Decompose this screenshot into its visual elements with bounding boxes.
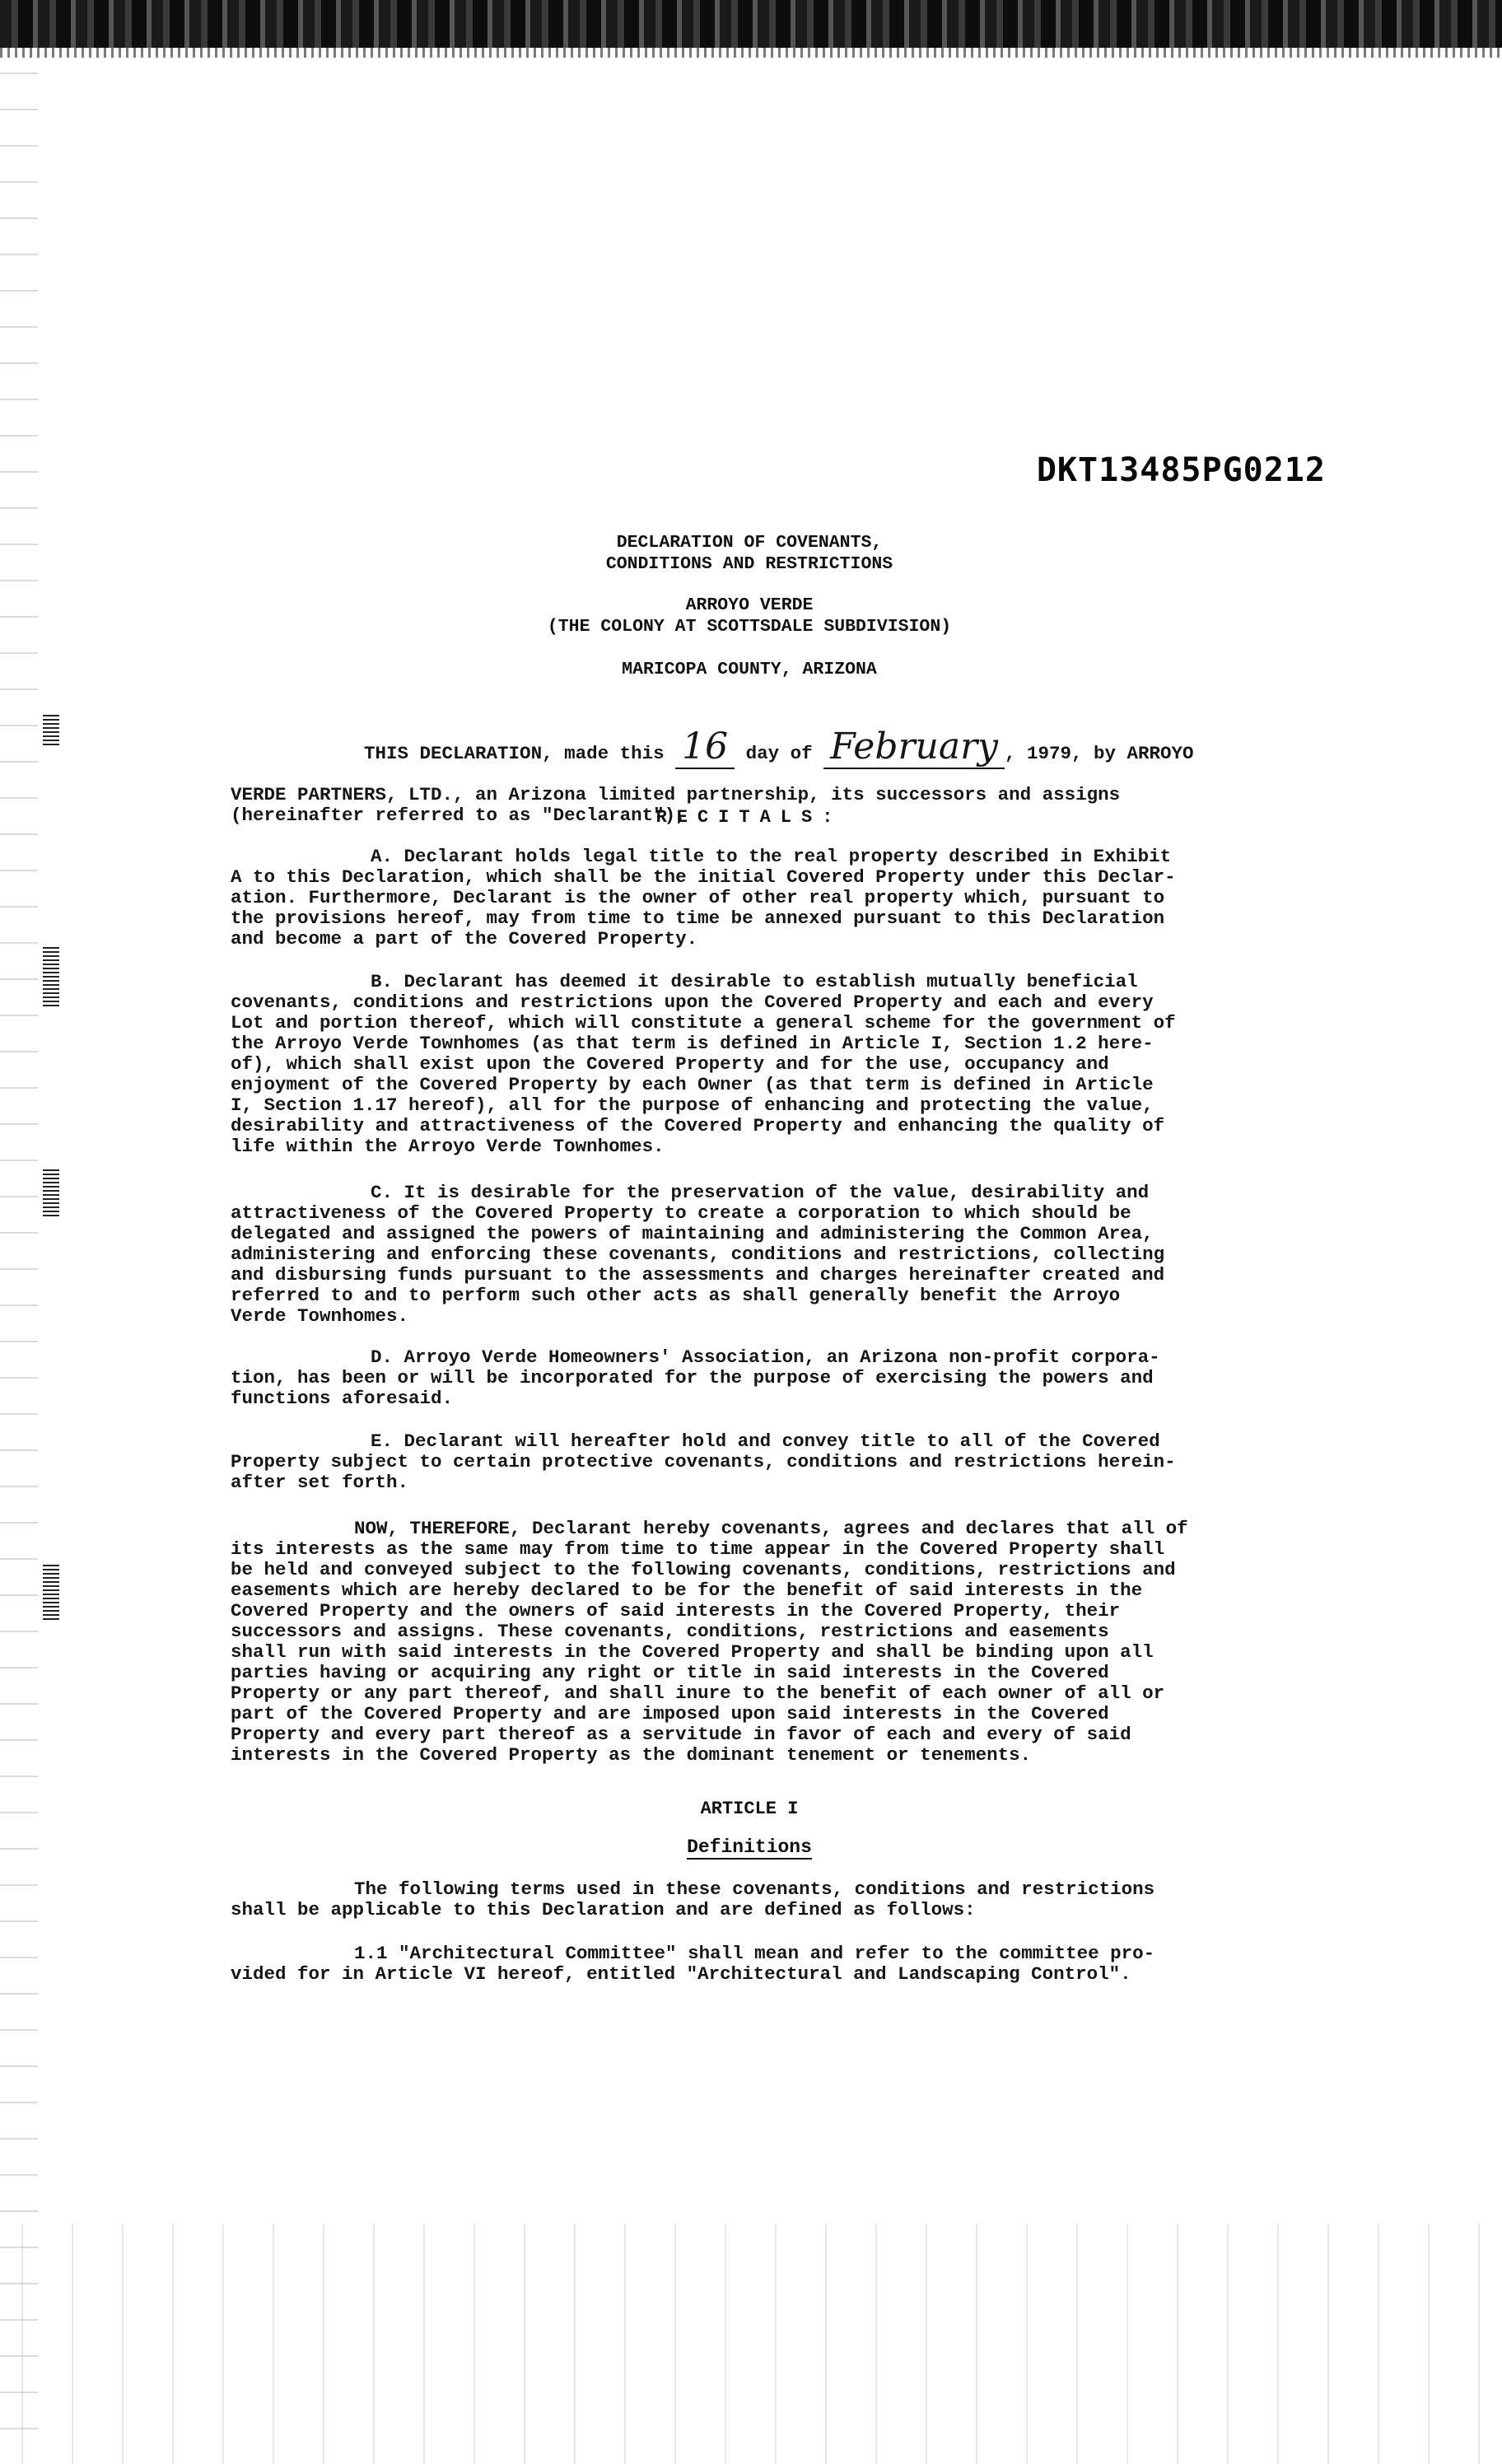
definition-1-1: 1.1 "Architectural Committee" shall mean and refer to the committee pro- vided for in Article VI hereof, entitled "Architectural and Landscaping Control". bbox=[231, 1943, 1155, 1985]
definitions-heading bbox=[0, 1836, 1499, 1858]
subdivision-title bbox=[0, 595, 1499, 637]
title-line: CONDITIONS AND RESTRICTIONS bbox=[605, 554, 893, 574]
definitions-intro: The following terms used in these covenants, conditions and restrictions shall be applicable to this Declaration and are defined as follows: bbox=[231, 1878, 1155, 1920]
scan-top-edge bbox=[0, 48, 1502, 58]
title-line: MARICOPA COUNTY, ARIZONA bbox=[622, 660, 877, 679]
recitals-heading: RECITALS: bbox=[655, 807, 843, 828]
docket-number: DKT13485PG0212 bbox=[1036, 451, 1326, 489]
recital-a: A. Declarant holds legal title to the real property described in Exhibit A to this Declaration, which shall be the initial Covered Property under this Declar- ation. Furthermore, Declarant is the owner of other real property which, pursuant to the provisions hereof, may from time to time be annexed pursuant to this Declaration and become a part of the Covered Property. bbox=[231, 846, 1176, 950]
recital-b: B. Declarant has deemed it desirable to establish mutually beneficial covenants, conditions and restrictions upon the Covered Property and each and every Lot and portion thereof, which will constitute a general scheme for the government of the Arroyo Verde Townhomes (as that term is defined in Article I, Section 1.2 here- of), which shall exist upon the Covered Property and for the use, occupancy and enjoyment of the Covered Property by each Owner (as that term is defined in Article I, Section 1.17 hereof), all for the purpose of enhancing and protecting the value, desirability and attractiveness of the Covered Property and enhancing the quality of life within the Arroyo Verde Townhomes. bbox=[231, 971, 1176, 1157]
recital-e: E. Declarant will hereafter hold and convey title to all of the Covered Property subject to certain protective covenants, conditions and restrictions herein- after set forth. bbox=[231, 1430, 1176, 1493]
scan-margin-mark bbox=[43, 1169, 59, 1217]
scan-bottom-noise bbox=[0, 2224, 1502, 2464]
recital-c: C. It is desirable for the preservation of the value, desirability and attractiveness of the Covered Property to create a corporation to which should be delegated and assigned the powers of maintaining and administering the Common Area, administering and enforcing these covenants, conditions and restrictions, collecting and disbursing funds pursuant to the assessments and charges hereinafter created and referred to and to perform such other acts as shall generally benefit the Arroyo Verde Townhomes. bbox=[231, 1182, 1165, 1327]
scan-top-border bbox=[0, 0, 1502, 48]
document-title bbox=[0, 532, 1499, 575]
county-title bbox=[0, 659, 1499, 680]
now-therefore-paragraph: NOW, THEREFORE, Declarant hereby covenants, agrees and declares that all of its interests as the same may from time to time appear in the Covered Property shall be held and conveyed subject to the following covenants, conditions, restrictions and easements which are hereby declared to be for the benefit of said interests in the Covered Property and the owners of said interests in the Covered Property, their successors and assigns. These covenants, conditions, restrictions and easements shall run with said interests in the Covered Property and shall be binding upon all parties having or acquiring any right or title in said interests in the Covered Property or any part thereof, and shall inure to the benefit of each owner of all or part of the Covered Property and are imposed upon said interests in the Covered Property and every part thereof as a servitude in favor of each and every of said interests in the Covered Property as the dominant tenement or tenements. bbox=[231, 1518, 1188, 1766]
intro-prefix: THIS DECLARATION, made this bbox=[364, 743, 665, 764]
intro-day-of: day of bbox=[745, 743, 813, 764]
definitions-heading-text: Definitions bbox=[687, 1836, 812, 1858]
title-line: DECLARATION OF COVENANTS, bbox=[616, 533, 883, 553]
intro-year: , 1979, by ARROYO bbox=[1004, 743, 1194, 764]
scan-margin-mark bbox=[43, 947, 59, 1006]
title-line: ARROYO VERDE bbox=[685, 595, 814, 615]
scan-margin-mark bbox=[43, 715, 59, 748]
scan-left-margin-noise bbox=[0, 58, 38, 2446]
recital-d: D. Arroyo Verde Homeowners' Association, an Arizona non-profit corpora- tion, has been or will be incorporated for the purpose of exercising the powers and functions aforesaid. bbox=[231, 1346, 1160, 1409]
intro-rest: VERDE PARTNERS, LTD., an Arizona limited partnership, its successors and assigns (hereinafter referred to as "Declarant"), bbox=[231, 784, 1121, 826]
handwritten-month: February bbox=[823, 726, 1005, 769]
title-line: (THE COLONY AT SCOTTSDALE SUBDIVISION) bbox=[547, 617, 952, 637]
article-heading: ARTICLE I bbox=[700, 1799, 799, 1819]
scan-margin-mark bbox=[43, 1565, 59, 1622]
handwritten-day: 16 bbox=[675, 726, 735, 769]
